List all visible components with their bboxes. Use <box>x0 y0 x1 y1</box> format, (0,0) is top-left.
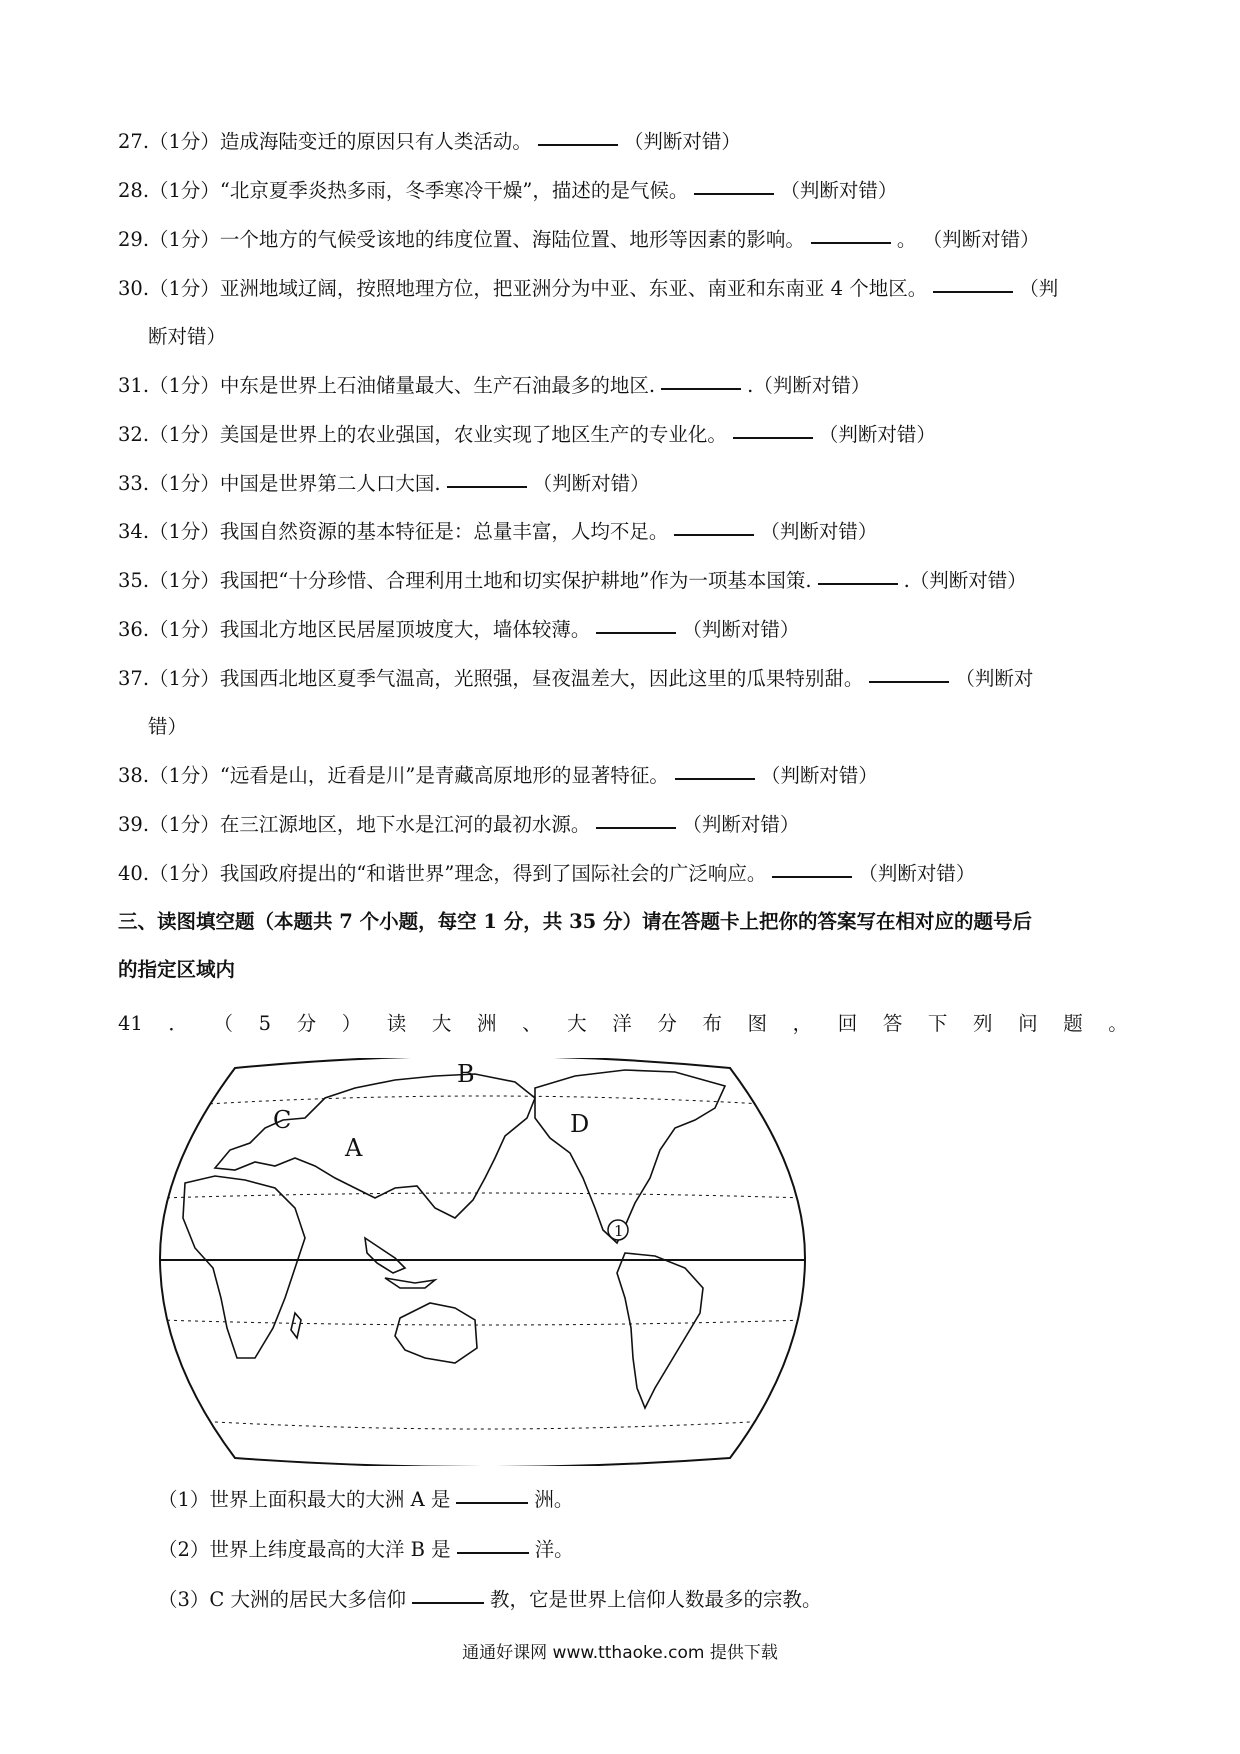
answer-blank[interactable] <box>674 534 754 536</box>
answer-blank[interactable] <box>772 876 852 878</box>
map-label-d: D <box>570 1110 590 1138</box>
question-29: 29.（1分）一个地方的气候受该地的纬度位置、海陆位置、地形等因素的影响。 。 （判断对错） <box>118 228 1040 251</box>
question-34: 34.（1分）我国自然资源的基本特征是：总量丰富，人均不足。 （判断对错） <box>118 520 878 543</box>
answer-blank[interactable] <box>596 632 676 634</box>
question-32: 32.（1分）美国是世界上的农业强国，农业实现了地区生产的专业化。 （判断对错） <box>118 423 936 446</box>
question-41-char: ） <box>341 1012 362 1035</box>
question-41-char: 回 <box>837 1012 858 1035</box>
australia-coast <box>395 1303 477 1363</box>
question-30-continued: 断对错） <box>148 325 227 348</box>
indonesia <box>385 1278 435 1288</box>
question-41-char: ． <box>168 1012 188 1035</box>
map-label-c: C <box>273 1106 292 1134</box>
question-41 <box>118 1000 1128 1048</box>
answer-blank[interactable] <box>733 437 813 439</box>
question-41-char: 。 <box>1108 1012 1128 1035</box>
madagascar <box>291 1313 301 1338</box>
question-41-char: ， <box>792 1012 813 1035</box>
question-37: 37.（1分）我国西北地区夏季气温高，光照强，昼夜温差大，因此这里的瓜果特别甜。 （判断对 <box>118 667 1034 690</box>
question-41-char: 5 <box>258 1012 272 1035</box>
question-41-char: 、 <box>522 1012 542 1035</box>
greenland <box>755 1066 790 1098</box>
arctic-circle <box>175 1096 795 1106</box>
question-41-char: 答 <box>882 1012 903 1035</box>
question-39: 39.（1分）在三江源地区，地下水是江河的最初水源。 （判断对错） <box>118 813 800 836</box>
question-35: 35.（1分）我国把“十分珍惜、合理利用土地和切实保护耕地”作为一项基本国策. .（判断对错） <box>118 569 1027 592</box>
question-37-continued: 错） <box>148 715 188 738</box>
section-3-heading: 三、读图填空题（本题共 7 个小题，每空 1 分，共 35 分）请在答题卡上把你的答案写在相对应的题号后 <box>118 910 1033 933</box>
answer-blank[interactable] <box>447 486 527 488</box>
question-41-char: （ <box>213 1012 234 1035</box>
section-3-heading-continued: 的指定区域内 <box>118 958 236 981</box>
answer-blank[interactable] <box>675 778 755 780</box>
question-41-char: 列 <box>973 1012 993 1035</box>
question-41-char: 分 <box>296 1012 317 1035</box>
question-40: 40.（1分）我国政府提出的“和谐世界”理念，得到了国际社会的广泛响应。 （判断对错） <box>118 862 976 885</box>
map-border <box>160 1058 805 1466</box>
question-41-char: 问 <box>1018 1012 1038 1035</box>
question-27: 27.（1分）造成海陆变迁的原因只有人类活动。 （判断对错） <box>118 130 741 153</box>
world-map <box>155 1058 810 1466</box>
map-label-a: A <box>345 1134 363 1162</box>
answer-blank[interactable] <box>538 144 618 146</box>
tropic-of-cancer <box>160 1193 805 1198</box>
question-41-char: 洋 <box>612 1012 632 1035</box>
question-41-char: 布 <box>702 1012 722 1035</box>
question-33: 33.（1分）中国是世界第二人口大国. （判断对错） <box>118 472 650 495</box>
question-41-char: 图 <box>747 1012 768 1035</box>
tropic-of-capricorn <box>160 1320 805 1325</box>
question-41-char: 大 <box>431 1012 452 1035</box>
footer-source: 通通好课网 www.tthaoke.com 提供下载 <box>462 1643 778 1663</box>
question-41-char: 分 <box>657 1012 677 1035</box>
question-38: 38.（1分）“远看是山，近看是川”是青藏高原地形的显著特征。 （判断对错） <box>118 764 878 787</box>
map-label-b: B <box>457 1060 475 1088</box>
answer-blank[interactable] <box>596 827 676 829</box>
eurasia-coast <box>215 1074 535 1218</box>
answer-blank[interactable] <box>933 291 1013 293</box>
north-america-coast <box>535 1070 725 1243</box>
answer-blank[interactable] <box>661 388 741 390</box>
question-41-char: 题 <box>1063 1012 1083 1035</box>
subquestion-1: （1）世界上面积最大的大洲 A 是 洲。 <box>158 1488 574 1511</box>
question-36: 36.（1分）我国北方地区民居屋顶坡度大，墙体较薄。 （判断对错） <box>118 618 800 641</box>
map-marker-1-label: 1 <box>614 1222 624 1240</box>
question-41-char: 大 <box>567 1012 587 1035</box>
subquestion-3: （3）C 大洲的居民大多信仰 教，它是世界上信仰人数最多的宗教。 <box>158 1588 822 1611</box>
question-31: 31.（1分）中东是世界上石油储量最大、生产石油最多的地区. .（判断对错） <box>118 374 871 397</box>
answer-blank[interactable] <box>412 1602 484 1604</box>
south-america-coast <box>617 1253 703 1408</box>
answer-blank[interactable] <box>457 1552 529 1554</box>
question-41-char: 读 <box>386 1012 407 1035</box>
question-30: 30.（1分）亚洲地域辽阔，按照地理方位，把亚洲分为中亚、东亚、南亚和东南亚 4 个地区。 （判 <box>118 277 1059 300</box>
question-41-char: 41 <box>118 1012 143 1035</box>
question-41-char: 洲 <box>476 1012 497 1035</box>
answer-blank[interactable] <box>694 193 774 195</box>
answer-blank[interactable] <box>818 583 898 585</box>
answer-blank[interactable] <box>456 1502 528 1504</box>
answer-blank[interactable] <box>811 242 891 244</box>
answer-blank[interactable] <box>869 681 949 683</box>
africa-coast <box>183 1176 305 1358</box>
antarctic-circle <box>180 1420 785 1429</box>
question-41-char: 下 <box>927 1012 948 1035</box>
subquestion-2: （2）世界上纬度最高的大洋 B 是 洋。 <box>158 1538 574 1561</box>
southeast-asia <box>365 1238 405 1273</box>
question-28: 28.（1分）“北京夏季炎热多雨，冬季寒冷干燥”，描述的是气候。 （判断对错） <box>118 179 898 202</box>
